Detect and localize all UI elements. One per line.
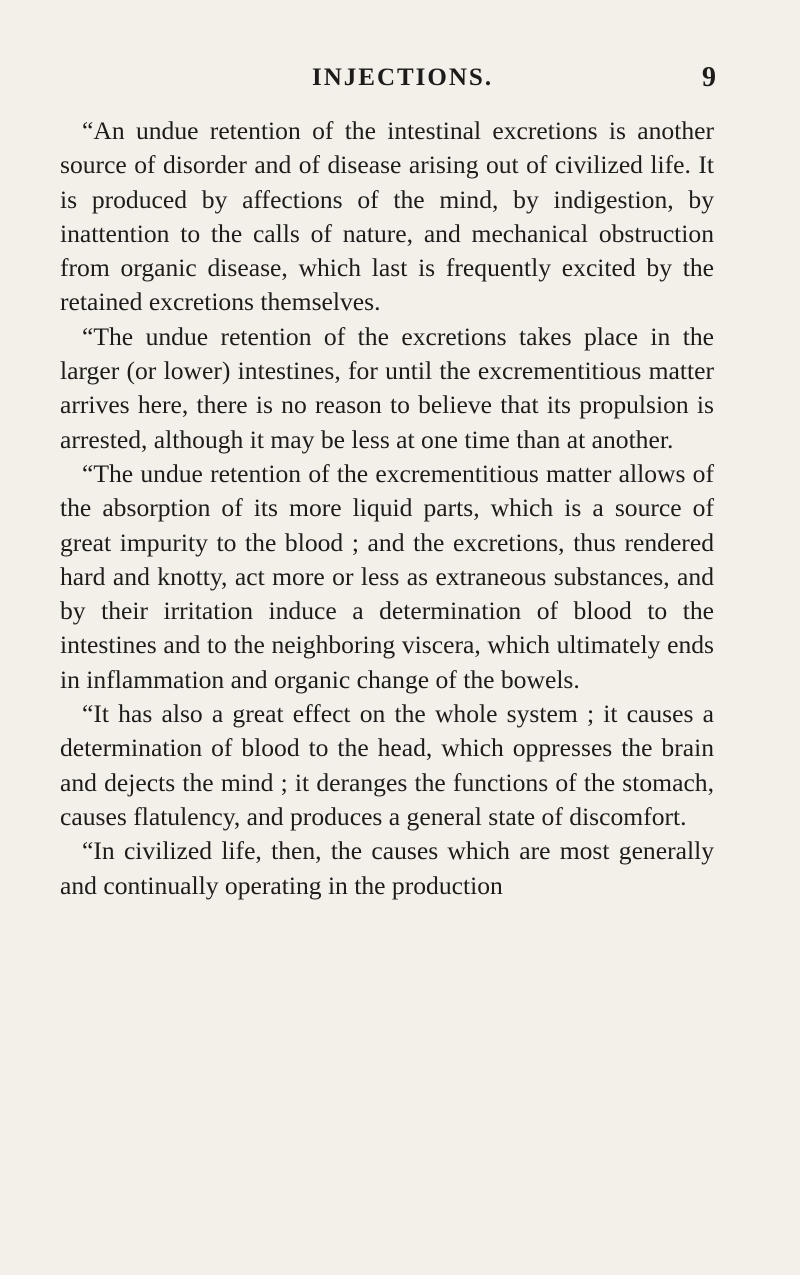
paragraph: “The undue retention of the excretions takes place in the larger (or lower) intestines, for until the excrementitious matter arrives here, there is no reason to believe that its propulsion is arrested, although it may be less at one time than at another. bbox=[60, 321, 714, 454]
paragraph: “The undue retention of the excrementitious matter allows of the absorption of its more liquid parts, which is a source of great impurity to the blood ; and the excretions, thus rendered hard and knotty, act more or less as extraneous substances, and by their irritation induce a determination of blood to the intestines and to the neighboring viscera, which ultimately ends in inflammation and organic change of the bowels. bbox=[60, 458, 714, 694]
paragraph: “In civilized life, then, the causes which are most generally and continually operating in the production bbox=[60, 836, 714, 900]
paragraph: “An undue retention of the intestinal excretions is another source of disorder and of disease arising out of civilized life. It is produced by affections of the mind, by indigestion, by inattention to the calls of nature, and mechanical obstruction from organic disease, which last is frequently excited by the retained excretions themselves. bbox=[60, 116, 714, 317]
running-title: INJECTIONS. bbox=[312, 64, 494, 91]
running-head bbox=[0, 58, 800, 98]
paragraph: “It has also a great effect on the whole system ; it causes a determination of blood to the head, which oppresses the brain and dejects the mind ; it deranges the functions of the stomach, causes flatulency, and produces a general state of discomfort. bbox=[60, 699, 714, 831]
body-text bbox=[60, 114, 714, 903]
page-number: 9 bbox=[702, 62, 716, 93]
